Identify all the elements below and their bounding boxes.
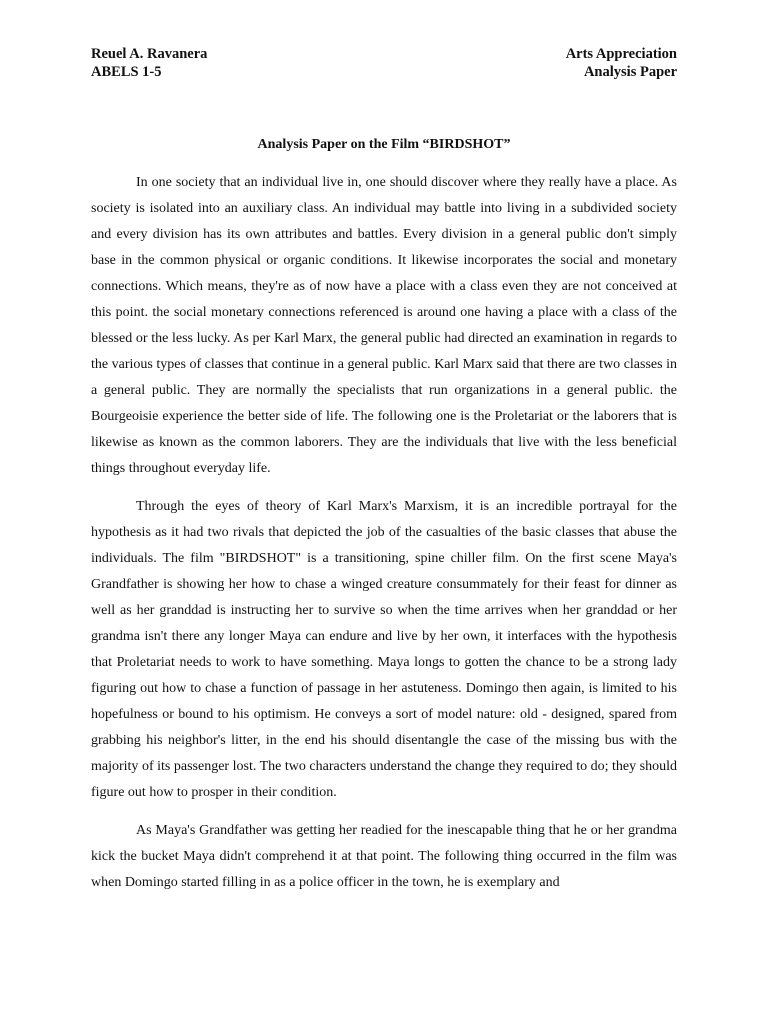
class-section: ABELS 1-5 (91, 64, 162, 80)
header-right-block (566, 45, 677, 81)
document-type: Analysis Paper (583, 64, 677, 80)
paragraph-1: In one society that an individual live in, one should discover where they really have a place. As society is isolated into an auxiliary class. An individual may battle into living in a subdivided society and every division has its own attributes and battles. Every division in a general public don't simply base in the common physical or organic conditions. It likewise incorporates the social and monetary connections. Which means, they're as of now have a place with a class even they are not conceived at this point. the social monetary connections referenced is around one having a place with a class of the blessed or the less lucky. As per Karl Marx, the general public had directed an examination in regards to the various types of classes that continue in a general public. Karl Marx said that there are two classes in a general public. They are normally the specialists that run organizations in a general public. the Bourgeoisie experience the better side of life. The following one is the Proletariat or the laborers that is likewise as known as the common laborers. They are the individuals that live with the less beneficial things throughout everyday life. (91, 175, 677, 476)
course-name: Arts Appreciation (565, 46, 677, 62)
header-left-block (91, 45, 207, 81)
paragraph-2: Through the eyes of theory of Karl Marx's Marxism, it is an incredible portrayal for the hypothesis as it had two rivals that depicted the job of the casualties of the basic classes that abuse the individuals. The film "BIRDSHOT" is a transitioning, spine chiller film. On the first scene Maya's Grandfather is showing her how to chase a winged creature consummately for their feast for dinner as well as her granddad is instructing her to survive so when the time arrives when her granddad or her grandma isn't there any longer Maya can endure and live by her own, it interfaces with the hypothesis that Proletariat needs to work to have something. Maya longs to gotten the chance to be a strong lady figuring out how to chase a function of passage in her astuteness. Domingo then again, is limited to his hopefulness or bound to his optimism. He conveys a sort of model nature: old - designed, spared from grabbing his neighbor's litter, in the end his should disentangle the case of the missing bus with the majority of its passenger lost. The two characters understand the change they required to do; they should figure out how to prosper in their condition. (91, 499, 677, 800)
document-title: Analysis Paper on the Film “BIRDSHOT” (257, 137, 511, 152)
document-body (91, 170, 677, 896)
author-name: Reuel A. Ravanera (91, 46, 208, 62)
paragraph-3: As Maya's Grandfather was getting her readied for the inescapable thing that he or her grandma kick the bucket Maya didn't comprehend it at that point. The following thing occurred in the film was when Domingo started filling in as a police officer in the town, he is exemplary and (91, 823, 677, 890)
